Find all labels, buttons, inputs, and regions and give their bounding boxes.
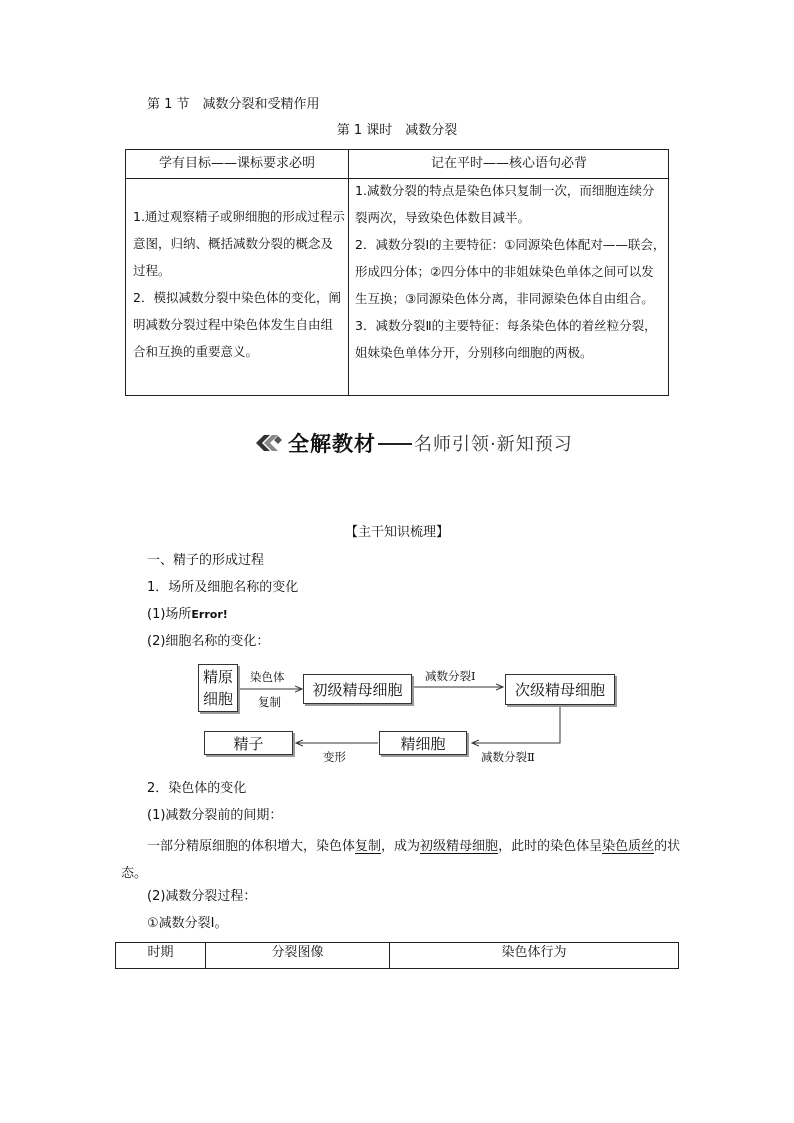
para-text-2: ，成为 <box>381 839 421 854</box>
arrow-meiosis-2 <box>472 706 560 743</box>
blank-replication: 复制 <box>355 839 382 854</box>
item-3: (1)减数分裂前的间期： <box>147 808 283 823</box>
item-2: (2)细胞名称的变化： <box>147 634 270 649</box>
part1-title: 一、精子的形成过程 <box>147 553 265 568</box>
error-text: Error! <box>191 608 228 621</box>
key-sentence-item: 2．减数分裂Ⅰ的主要特征：①同源染色体配对——联会，形成四分体；②四分体中的非姐妹染色单体之间可以发生互换；③同源染色体分离，非同源染色体自由组合。 <box>355 237 666 306</box>
meiosis-table <box>115 942 679 969</box>
edge-label-meiosis-2: 减数分裂Ⅱ <box>481 750 535 764</box>
table-header-behavior: 染色体行为 <box>501 945 567 960</box>
lesson-title: 第 1 课时 减数分裂 <box>336 123 458 138</box>
para-text-4: 的状态。 <box>121 839 681 881</box>
node-spermatid: 精细胞 <box>379 731 467 755</box>
blank-primary-spermatocyte: 初级精母细胞 <box>420 839 499 854</box>
item-4: (2)减数分裂过程： <box>147 889 257 904</box>
item-5: ①减数分裂Ⅰ。 <box>147 916 228 931</box>
content-heading: 【主干知识梳理】 <box>344 525 449 540</box>
para-text-1: 一部分精原细胞的体积增大，染色体 <box>147 839 356 854</box>
node-primary-spermatocyte: 初级精母细胞 <box>303 674 412 704</box>
node-spermatogonium-line1: 精原 <box>202 668 233 686</box>
para-text-3: ，此时的染色体呈 <box>498 839 603 854</box>
node-spermatogonium-line2: 细胞 <box>202 690 233 708</box>
banner-title: 全解教材 <box>288 432 376 456</box>
subsection-1: 1．场所及细胞名称的变化 <box>147 580 299 595</box>
subsection-2: 2．染色体的变化 <box>147 781 247 796</box>
node-spermatogonium <box>198 664 238 712</box>
objective-item: 1.通过观察精子或卵细胞的形成过程示意图，归纳、概括减数分裂的概念及过程。 <box>133 209 345 278</box>
key-sentence-item: 3．减数分裂Ⅱ的主要特征：每条染色体的着丝粒分裂，姐妹染色单体分开，分别移向细胞的两极。 <box>355 318 657 360</box>
edge-label-replication: 复制 <box>258 695 281 709</box>
edge-label-meiosis-1: 减数分裂Ⅰ <box>425 669 476 683</box>
objective-item: 2．模拟减数分裂中染色体的变化，阐明减数分裂过程中染色体发生自由组合和互换的重要意义。 <box>133 290 341 359</box>
paragraph-interphase <box>121 833 681 887</box>
banner-subtitle: 名师引领·新知预习 <box>414 434 573 455</box>
objectives-col1-header: 学有目标——课标要求必明 <box>158 156 315 171</box>
objectives-col2-header: 记在平时——核心语句必背 <box>430 156 587 171</box>
table-header-period: 时期 <box>147 945 174 960</box>
edge-label-chromosome: 染色体 <box>250 670 285 684</box>
blank-chromatin-cont: 丝 <box>641 839 655 854</box>
key-sentence-item: 1.减数分裂的特点是染色体只复制一次，而细胞连续分裂两次，导致染色体数目减半。 <box>355 183 655 225</box>
table-header-image: 分裂图像 <box>271 945 324 960</box>
item-1-label: (1)场所 <box>147 607 192 622</box>
edge-label-transform: 变形 <box>323 750 346 764</box>
section-title: 第 1 节 减数分裂和受精作用 <box>147 97 320 112</box>
blank-chromatin: 染色质 <box>602 839 642 854</box>
node-secondary-spermatocyte: 次级精母细胞 <box>505 674 615 705</box>
node-sperm: 精子 <box>204 731 293 755</box>
